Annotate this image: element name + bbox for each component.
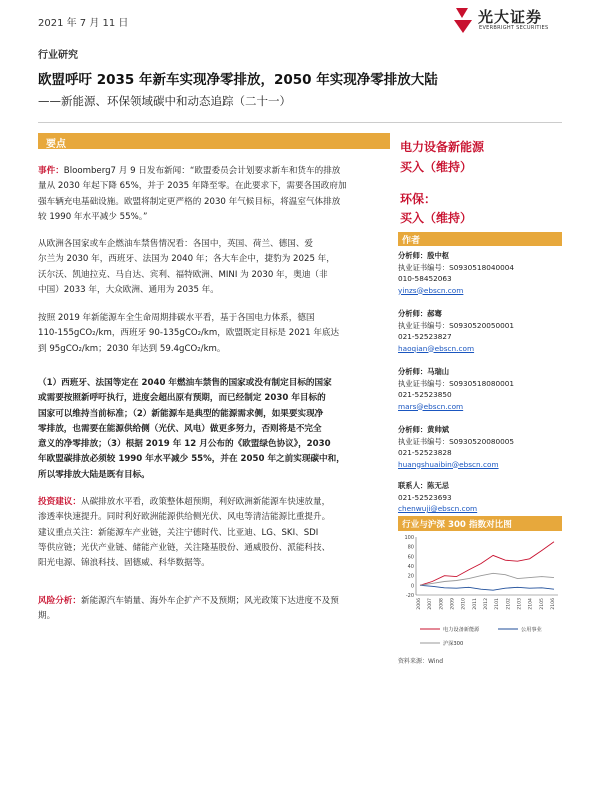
x-tick-label: 2106 — [551, 598, 556, 610]
keypoints-header: 要点 — [38, 133, 390, 149]
x-tick-label: 2006 — [417, 598, 422, 610]
logo-english: EVERBRIGHT SECURITIES — [479, 25, 549, 31]
chart-source: 资料来源：Wind — [398, 658, 444, 665]
logo-name: 光大证券 — [478, 8, 543, 26]
y-tick-label: 80 — [407, 544, 414, 551]
rating-1: 买入（维持） — [400, 160, 473, 174]
analyst-email[interactable]: mars@ebscn.com — [398, 401, 464, 411]
advice-label: 投资建议： — [38, 497, 81, 507]
x-tick-label: 2105 — [539, 598, 545, 610]
analyst-card: 分析师：黄帅斌 执业证书编号：S0930520080005 021-52523828 huangshuaibin@ebscn.com — [398, 424, 562, 470]
y-tick-label: 60 — [407, 554, 414, 561]
x-tick-label: 2011 — [472, 598, 478, 610]
y-tick-label: 0 — [410, 583, 414, 590]
y-tick-label: 100 — [404, 535, 414, 541]
risk-paragraph: 风险分析：新能源汽车销量、海外车企扩产不及预期；风光政策下达进度不及预 期。 — [38, 596, 339, 622]
section-label: 行业研究 — [38, 50, 78, 61]
series-line — [420, 585, 554, 590]
analyst-card: 分析师：殷中枢 执业证书编号：S0930518040004 010-58452063 yinzs@ebscn.com — [398, 250, 562, 296]
legend-label: 电力设备新能源 — [443, 627, 480, 633]
analyst-email[interactable]: huangshuaibin@ebscn.com — [398, 459, 499, 469]
y-tick-label: 40 — [407, 564, 414, 570]
event-label: 事件： — [38, 166, 64, 176]
analyst-email[interactable]: haoqian@ebscn.com — [398, 343, 475, 353]
x-tick-label: 2101 — [495, 598, 501, 610]
risk-label: 风险分析： — [38, 596, 81, 606]
industry-1: 电力设备新能源 — [400, 140, 485, 154]
y-tick-label: 20 — [407, 573, 414, 580]
report-subtitle: ——新能源、环保领域碳中和动态追踪（二十一） — [38, 94, 291, 108]
x-tick-label: 2008 — [439, 598, 445, 610]
x-tick-label: 2010 — [461, 598, 467, 610]
x-tick-label: 2102 — [506, 598, 512, 610]
series-line — [420, 573, 554, 585]
index-comparison-chart — [398, 533, 562, 653]
event-paragraph: 事件：Bloomberg7 月 9 日发布新闻：“欧盟委员会计划要求新车和货车的排放 量从 2030 年起下降 65%，并于 2035 年降至零。在此要求下，需要各国政府加 强车辆充电基础设施。欧盟将制定更严格的 2030 年气候目标，将温室气体排放 较 1990 年水平减少 55%。” — [38, 166, 347, 222]
advice-paragraph: 投资建议：从碳排放水平看，政策整体超预期，利好欧洲新能源车快速放量， 渗透率快速提升。同时利好欧洲能源供给侧光伏、风电等清洁能源比重提升。 建议重点关注：新能源车产业链，关注宁德时代、比亚迪、LG、SKI、SDI 等供应链；光伏产业链、储能产业链，关注隆基股份、通威股份、派能科技、 阳光电源、锦浪科技、固德威、科华数据等。 — [38, 497, 331, 569]
report-date: 2021 年 7 月 11 日 — [38, 18, 129, 29]
x-tick-label: 2103 — [517, 598, 523, 610]
analysis-paragraph: （1）西班牙、法国等定在 2040 年燃油车禁售的国家或没有制定目标的国家 或需要按照新呼吁执行，进度会超出原有预期，而已经制定 2030 年目标的 国家可以维持当前标准；（2）新能源车是典型的能源需求侧，如果要实现净 零排放，也需要在能源供给侧（光伏、风电）做更多努力，否则将是不完全 意义的净零排放；（3）根据 2019 年 12 月公布的《欧盟绿色协议》，2030 年欧盟碳排放必须较 1990 年水平减少 55%，并在 2050 年之前实现碳中和， 所以零排放大陆是既有目标。 — [38, 378, 345, 480]
legend-label: 沪深300 — [443, 641, 464, 647]
industry-2: 环保： — [400, 192, 437, 206]
x-tick-label: 2012 — [484, 598, 489, 610]
x-tick-label: 2007 — [428, 598, 434, 610]
analyst-email[interactable]: yinzs@ebscn.com — [398, 285, 464, 295]
authors-header: 作者 — [398, 232, 562, 246]
x-tick-label: 2009 — [450, 598, 456, 610]
rating-2: 买入（维持） — [400, 211, 473, 225]
contact-card: 联系人：陈无忌 021-52523693 chenwuji@ebscn.com — [398, 480, 562, 515]
legend-label: 公用事业 — [521, 627, 542, 633]
analyst-card: 分析师：马瑞山 执业证书编号：S0930518080001 021-52523850 mars@ebscn.com — [398, 366, 562, 412]
report-title: 欧盟呼吁 2035 年新车实现净零排放，2050 年实现净零排放大陆 — [38, 72, 438, 88]
analyst-card: 分析师：郝骞 执业证书编号：S0930520050001 021-52523827 haoqian@ebscn.com — [398, 308, 562, 354]
emission-paragraph: 按照 2019 年新能源车全生命周期排碳水平看，基于各国电力体系，德国 110-155gCO₂/km，西班牙 90-135gCO₂/km，欧盟既定目标是 2021 年底达 到 95gCO₂/km；2030 年达到 59.4gCO₂/km。 — [38, 313, 340, 354]
divider — [38, 122, 562, 123]
ban-paragraph: 从欧洲各国家或车企燃油车禁售情况看：各国中，英国、荷兰、德国、爱 尔兰为 2030 年，西班牙、法国为 2040 年；各大车企中，捷豹为 2025 年， 沃尔沃、凯迪拉克、马自达、宾利、福特欧洲、MINI 为 2030 年，奥迪（非 中国）2033 年，大众欧洲、通用为 2035 年。 — [38, 239, 335, 295]
series-line — [420, 542, 554, 586]
y-tick-label: -20 — [405, 593, 414, 599]
everbright-logo-icon — [452, 6, 474, 34]
x-tick-label: 2104 — [528, 598, 534, 610]
contact-email[interactable]: chenwuji@ebscn.com — [398, 504, 478, 513]
chart-title-bar: 行业与沪深 300 指数对比图 — [398, 516, 562, 531]
